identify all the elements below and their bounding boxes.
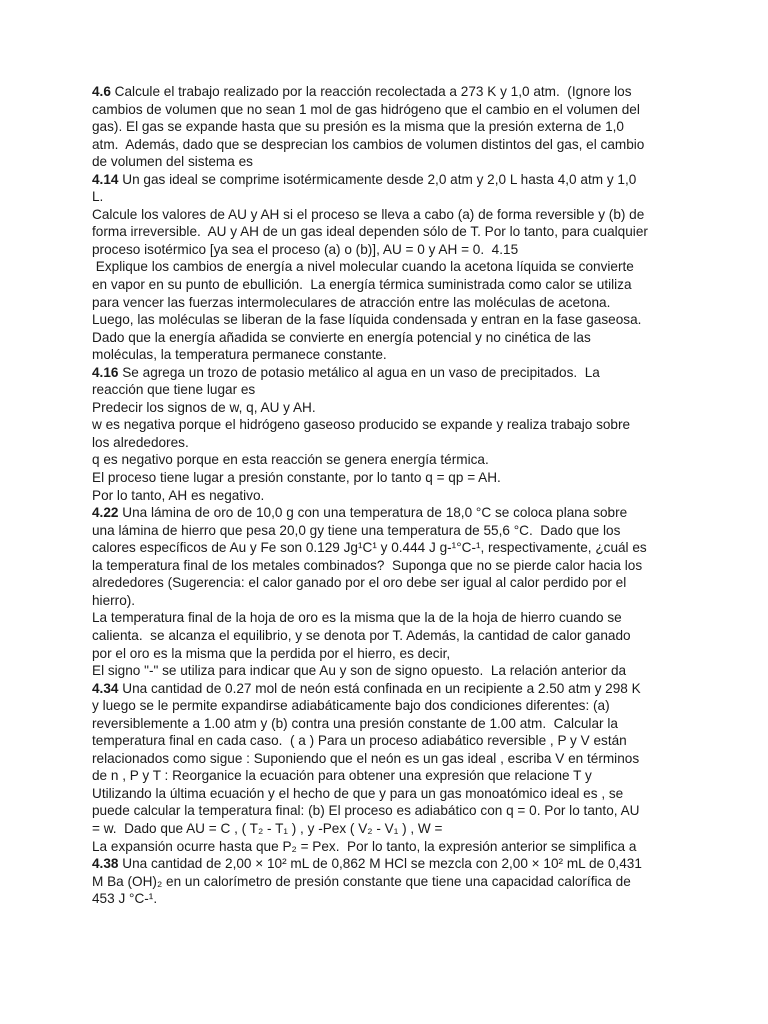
text-line	[92, 258, 696, 276]
text-line	[92, 487, 696, 505]
text-line	[92, 311, 696, 329]
line-text: M Ba (OH)₂ en un calorímetro de presión constante que tiene una capacidad calorífica de	[92, 873, 631, 889]
line-text: 453 J °C-¹.	[92, 891, 158, 907]
line-text: L.	[92, 189, 104, 205]
text-line	[92, 136, 696, 154]
text-line	[92, 83, 696, 101]
text-line	[92, 101, 696, 119]
line-text: relacionados como sigue : Suponiendo que el neón es un gas ideal , escriba V en términos	[92, 750, 640, 766]
line-text: puede calcular la temperatura final: (b) El proceso es adiabático con q = 0. Por lo tanto, AU	[92, 803, 640, 819]
text-line	[92, 680, 696, 698]
text-line	[92, 662, 696, 680]
line-text: = w. Dado que AU = C , ( T₂ - T₁ ) , y -Pex ( V₂ - V₁ ) , W =	[92, 820, 443, 836]
document-body	[92, 83, 696, 908]
text-line	[92, 329, 696, 347]
line-text: Una lámina de oro de 10,0 g con una temperatura de 18,0 °C se coloca plana sobre	[118, 505, 628, 521]
line-text: en vapor en su punto de ebullición. La energía térmica suministrada como calor se utiliza	[92, 277, 632, 293]
text-line	[92, 820, 696, 838]
line-text: Un gas ideal se comprime isotérmicamente desde 2,0 atm y 2,0 L hasta 4,0 atm y 1,0	[118, 171, 637, 187]
line-text: Utilizando la última ecuación y el hecho de que y para un gas monoatómico ideal es , se	[92, 785, 624, 801]
line-text: de n , P y T : Reorganice la ecuación para obtener una expresión que relacione T y	[92, 768, 592, 784]
text-line	[92, 504, 696, 522]
problem-number: 4.14	[92, 171, 119, 187]
line-text: Predecir los signos de w, q, AU y AH.	[92, 399, 316, 415]
line-text: alrededores (Sugerencia: el calor ganado por el oro debe ser igual al calor perdido por el	[92, 575, 627, 591]
text-line	[92, 890, 696, 908]
line-text: Dado que la energía añadida se convierte en energía potencial y no cinética de las	[92, 329, 591, 345]
line-text: proceso isotérmico [ya sea el proceso (a) o (b)], AU = 0 y AH = 0. 4.15	[92, 241, 519, 257]
text-line	[92, 802, 696, 820]
text-line	[92, 223, 696, 241]
text-line	[92, 592, 696, 610]
text-line	[92, 416, 696, 434]
line-text: La expansión ocurre hasta que P₂ = Pex. Por lo tanto, la expresión anterior se simplifica a	[92, 838, 637, 854]
line-text: forma irreversible. AU y AH de un gas ideal dependen sólo de T. Por lo tanto, para cualquier	[92, 224, 648, 240]
line-text: El proceso tiene lugar a presión constante, por lo tanto q = qp = AH.	[92, 470, 501, 486]
line-text: atm. Además, dado que se desprecian los cambios de volumen distintos del gas, el cambio	[92, 136, 645, 152]
line-text: reacción que tiene lugar es	[92, 382, 256, 398]
text-line	[92, 609, 696, 627]
line-text: Luego, las moléculas se liberan de la fase líquida condensada y entran en la fase gaseosa.	[92, 312, 642, 328]
text-line	[92, 645, 696, 663]
line-text: reversiblemente a 1.00 atm y (b) contra una presión constante de 1.00 atm. Calcular la	[92, 715, 618, 731]
line-text: calores específicos de Au y Fe son 0.129 Jg¹C¹ y 0.444 J g-¹°C-¹, respectivamente, ¿cuál es	[92, 540, 647, 556]
text-line	[92, 539, 696, 557]
line-text: por el oro es la misma que la perdida por el hierro, es decir,	[92, 645, 451, 661]
line-text: q es negativo porque en esta reacción se genera energía térmica.	[92, 452, 489, 468]
line-text: La temperatura final de la hoja de oro es la misma que la de la hoja de hierro cuando se	[92, 610, 622, 626]
text-line	[92, 118, 696, 136]
text-line	[92, 767, 696, 785]
line-text: para vencer las fuerzas intermoleculares de atracción entre las moléculas de acetona.	[92, 294, 611, 310]
line-text: Calcule el trabajo realizado por la reacción recolectada a 273 K y 1,0 atm. (Ignore los	[110, 84, 632, 99]
text-line	[92, 697, 696, 715]
text-line	[92, 469, 696, 487]
line-text: Por lo tanto, AH es negativo.	[92, 487, 265, 503]
line-text: El signo "-" se utiliza para indicar que Au y son de signo opuesto. La relación anterior da	[92, 663, 627, 679]
text-line	[92, 873, 696, 891]
problem-number: 4.16	[92, 364, 119, 380]
line-text: Una cantidad de 2,00 × 10² mL de 0,862 M HCl se mezcla con 2,00 × 10² mL de 0,431	[118, 856, 642, 872]
line-text: de volumen del sistema es	[92, 154, 253, 170]
problem-number: 4.38	[92, 856, 119, 872]
line-text: hierro).	[92, 592, 136, 608]
text-line	[92, 855, 696, 873]
text-line	[92, 785, 696, 803]
text-line	[92, 574, 696, 592]
text-line	[92, 188, 696, 206]
text-line	[92, 276, 696, 294]
line-text: temperatura final en cada caso. ( a ) Para un proceso adiabático reversible , P y V están	[92, 733, 627, 749]
problem-number: 4.6	[92, 84, 111, 99]
text-line	[92, 522, 696, 540]
text-line	[92, 750, 696, 768]
text-line	[92, 346, 696, 364]
line-text: Una cantidad de 0.27 mol de neón está confinada en un recipiente a 2.50 atm y 298 K	[118, 680, 641, 696]
line-text: Calcule los valores de AU y AH si el proceso se lleva a cabo (a) de forma reversible y (b) de	[92, 206, 645, 222]
text-line	[92, 732, 696, 750]
text-line	[92, 838, 696, 856]
text-line	[92, 381, 696, 399]
problem-number: 4.34	[92, 680, 119, 696]
line-text: la temperatura final de los metales combinados? Suponga que no se pierde calor hacia los	[92, 557, 643, 573]
text-line	[92, 206, 696, 224]
text-line	[92, 399, 696, 417]
text-line	[92, 434, 696, 452]
text-line	[92, 715, 696, 733]
line-text: Se agrega un trozo de potasio metálico al agua en un vaso de precipitados. La	[118, 364, 600, 380]
problem-number: 4.22	[92, 505, 119, 521]
text-line	[92, 171, 696, 189]
text-line	[92, 153, 696, 171]
text-line	[92, 557, 696, 575]
text-line	[92, 451, 696, 469]
line-text: una lámina de hierro que pesa 20,0 gy tiene una temperatura de 55,6 °C. Dado que los	[92, 522, 621, 538]
text-line	[92, 294, 696, 312]
line-text: Explique los cambios de energía a nivel molecular cuando la acetona líquida se convierte	[92, 259, 634, 275]
line-text: y luego se le permite expandirse adiabáticamente bajo dos condiciones diferentes: (a)	[92, 698, 610, 714]
line-text: gas). El gas se expande hasta que su presión es la misma que la presión externa de 1,0	[92, 119, 624, 135]
line-text: los alrededores.	[92, 434, 189, 450]
text-line	[92, 627, 696, 645]
line-text: w es negativa porque el hidrógeno gaseoso producido se expande y realiza trabajo sobre	[92, 417, 631, 433]
line-text: calienta. se alcanza el equilibrio, y se denota por T. Además, la cantidad de calor ganado	[92, 627, 631, 643]
line-text: moléculas, la temperatura permanece constante.	[92, 347, 387, 363]
line-text: cambios de volumen que no sean 1 mol de gas hidrógeno que el cambio en el volumen del	[92, 101, 640, 117]
text-line	[92, 364, 696, 382]
text-line	[92, 241, 696, 259]
